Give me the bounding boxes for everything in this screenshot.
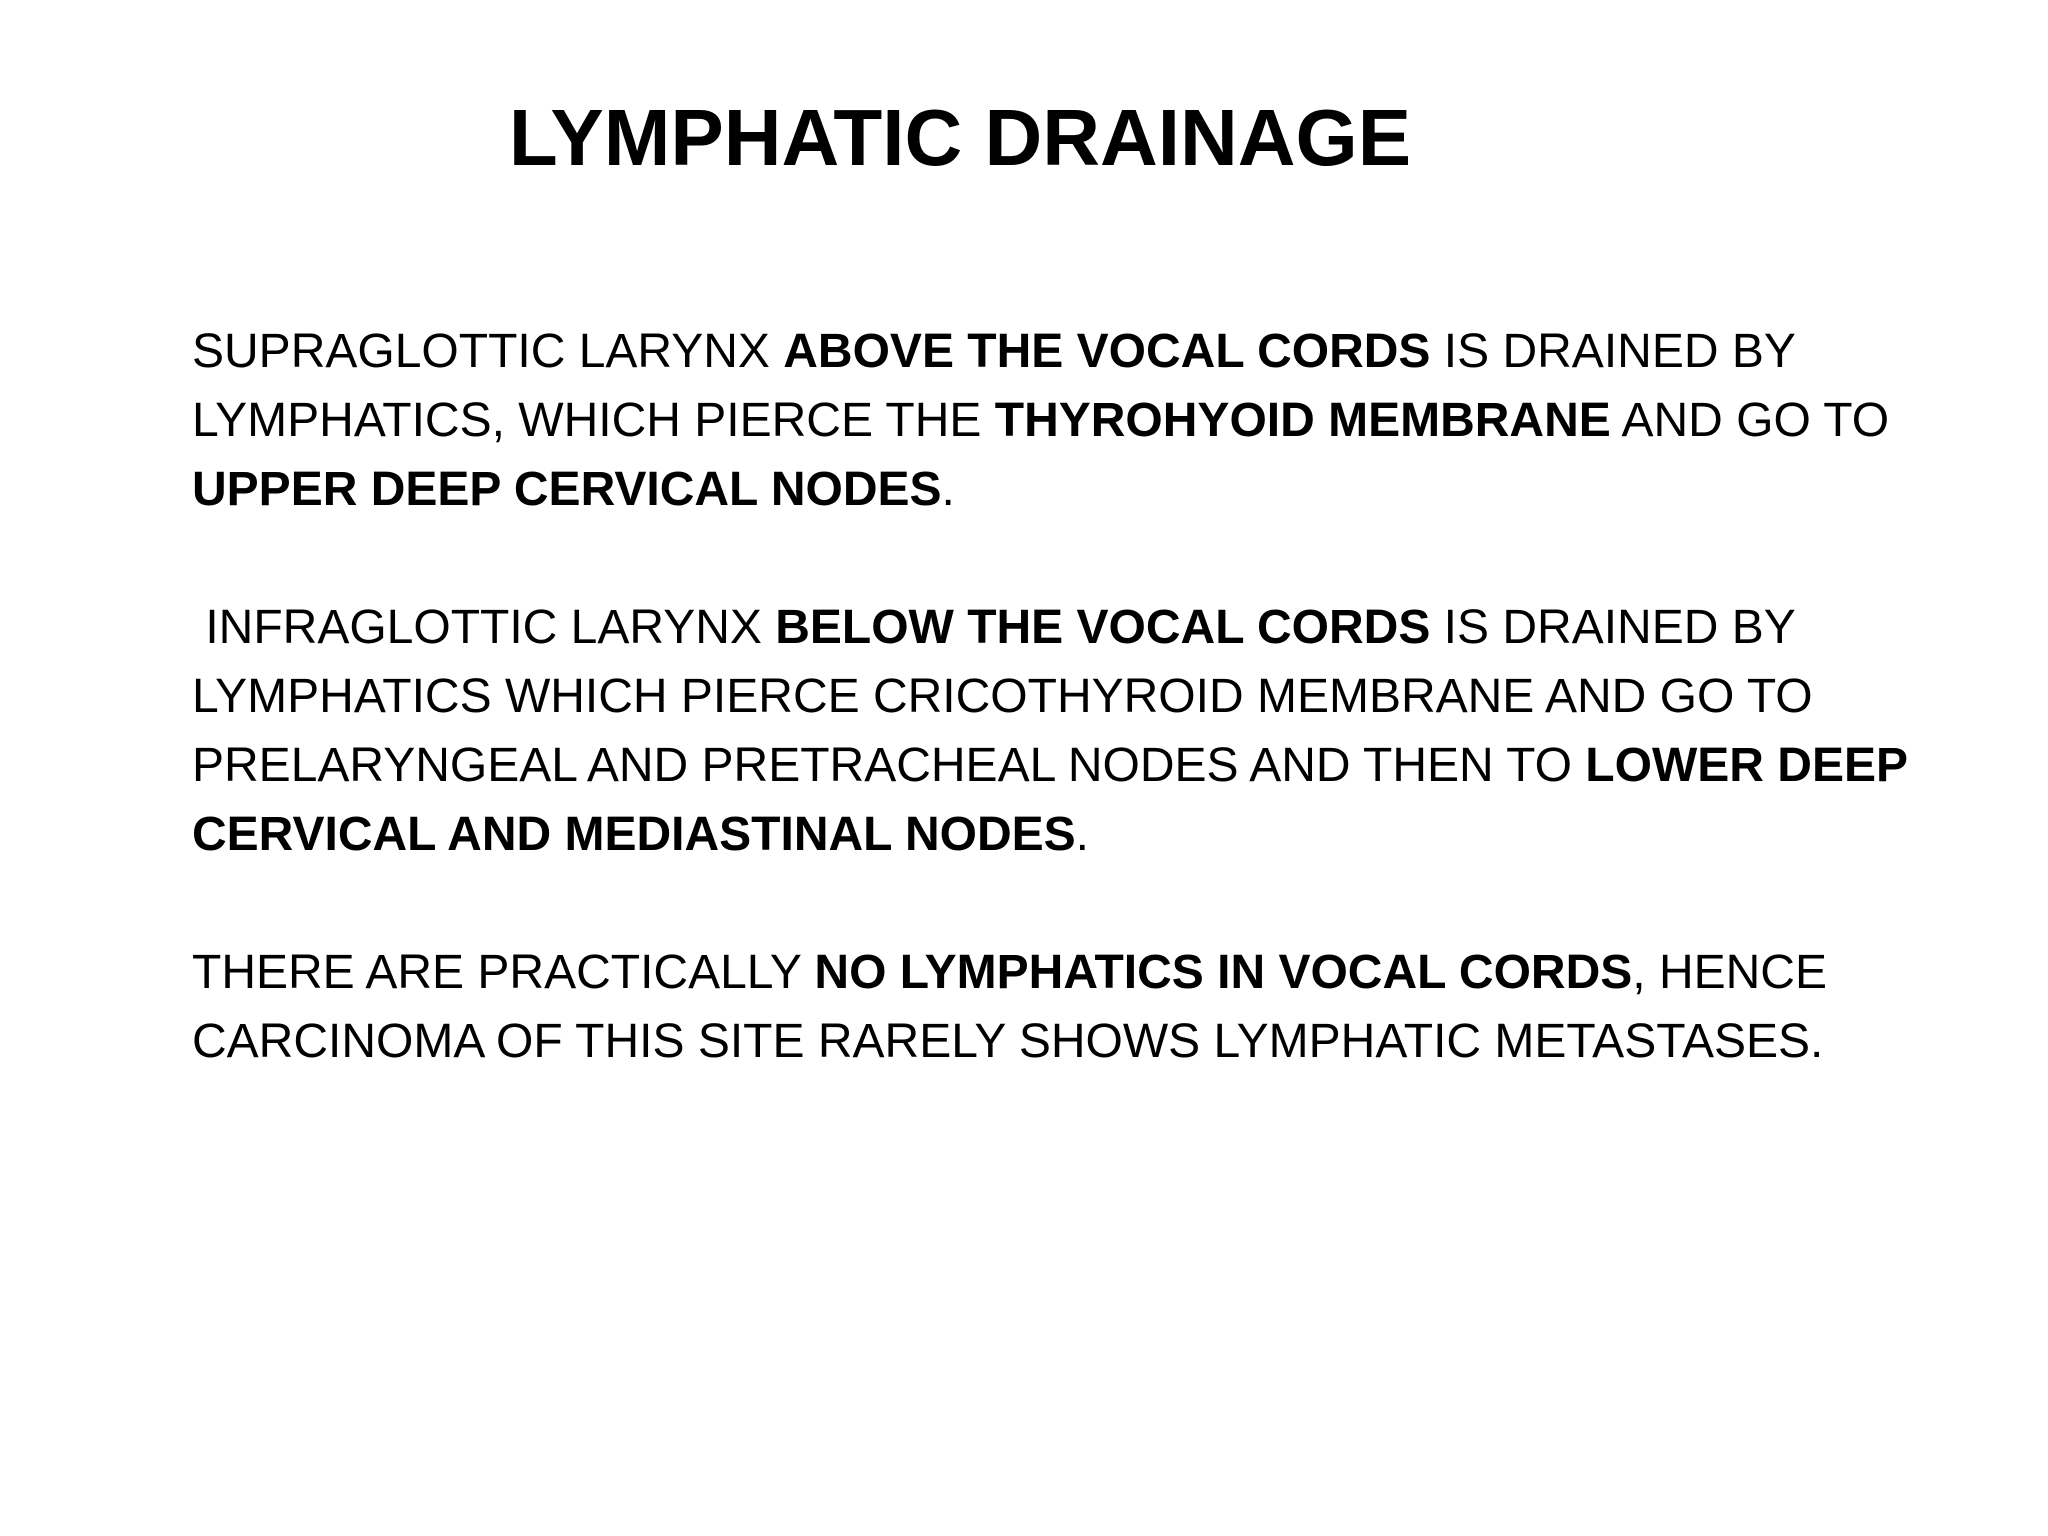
slide-title: LYMPHATIC DRAINAGE (508, 93, 1412, 182)
text-line (192, 731, 1912, 800)
text-line (192, 593, 1912, 662)
paragraph-1 (192, 317, 1912, 524)
text-line (192, 662, 1912, 731)
paragraph-2 (192, 593, 1912, 869)
text-run: LYMPHATICS, WHICH PIERCE THE (192, 394, 995, 447)
text-run: LYMPHATICS WHICH PIERCE CRICOTHYROID MEMBRANE AND GO TO (192, 670, 1813, 723)
bold-text: BELOW THE VOCAL CORDS (775, 601, 1431, 654)
text-run: INFRAGLOTTIC LARYNX (192, 601, 776, 654)
text-line (192, 317, 1912, 386)
text-run: . (941, 463, 955, 516)
bold-text: ABOVE THE VOCAL CORDS (783, 325, 1431, 378)
bold-text: CERVICAL AND MEDIASTINAL NODES (192, 808, 1076, 861)
slide-body (192, 317, 1912, 1076)
text-line (192, 386, 1912, 455)
text-run: IS DRAINED BY (1430, 601, 1796, 654)
bold-text: NO LYMPHATICS IN VOCAL CORDS (814, 946, 1633, 999)
bold-text: THYROHYOID MEMBRANE (994, 394, 1611, 447)
text-run: SUPRAGLOTTIC LARYNX (192, 325, 784, 378)
bold-text: LOWER DEEP (1585, 739, 1908, 792)
bold-text: UPPER DEEP CERVICAL NODES (192, 463, 942, 516)
text-run: CARCINOMA OF THIS SITE RARELY SHOWS LYMPHATIC METASTASES. (192, 1015, 1824, 1068)
text-run: IS DRAINED BY (1430, 325, 1796, 378)
paragraph-3 (192, 938, 1912, 1076)
text-line (192, 800, 1912, 869)
text-line (192, 1007, 1912, 1076)
text-run: PRELARYNGEAL AND PRETRACHEAL NODES AND THEN TO (192, 739, 1586, 792)
text-line (192, 938, 1912, 1007)
text-run: AND GO TO (1610, 394, 1890, 447)
text-line (192, 455, 1912, 524)
text-run: THERE ARE PRACTICALLY (192, 946, 815, 999)
text-run: . (1075, 808, 1089, 861)
text-run: , HENCE (1632, 946, 1827, 999)
